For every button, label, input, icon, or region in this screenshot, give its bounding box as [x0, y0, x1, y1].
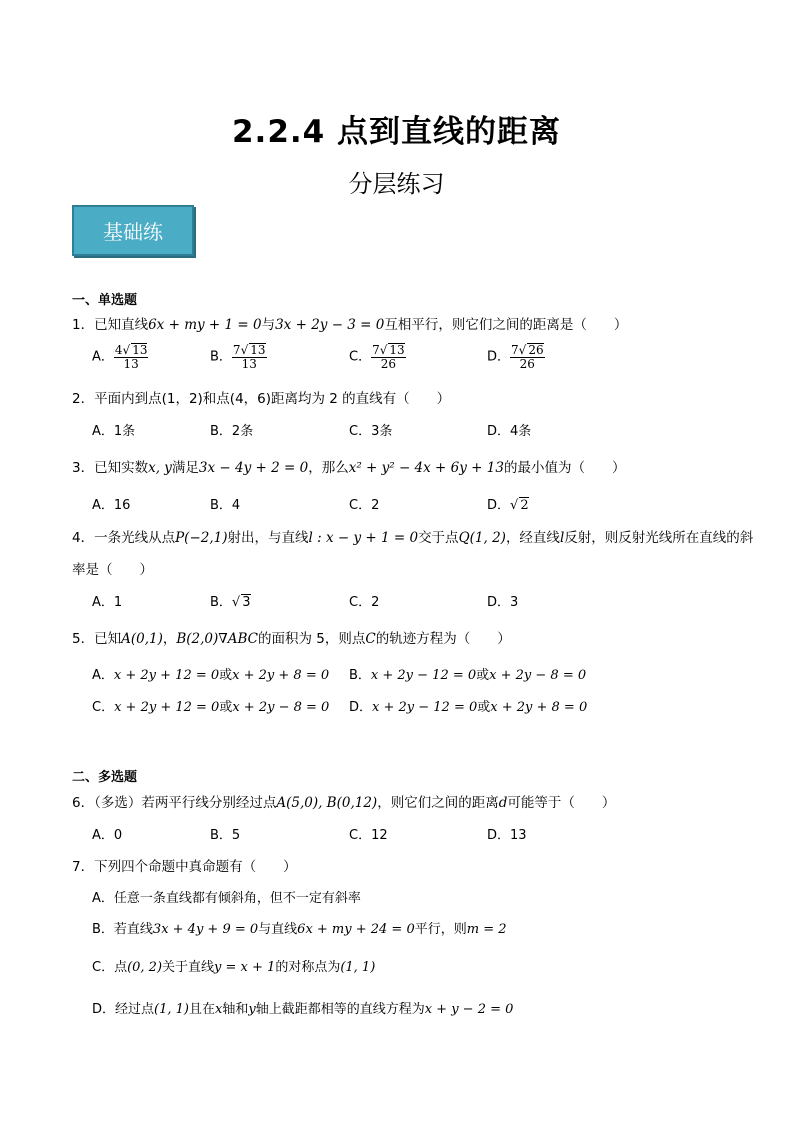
question-5-stem: 5．已知A(0,1)，B(2,0)∇ABC的面积为 5，则点C的轨迹方程为（ ）: [72, 631, 511, 647]
page-title: 2.2.4 点到直线的距离: [231, 114, 562, 150]
equation: 3x + 2y − 3 = 0: [275, 317, 385, 333]
q7-option-d[interactable]: D．经过点(1, 1)且在x轴和y轴上截距都相等的直线方程为x + y − 2 = 0: [92, 1002, 514, 1017]
question-4-stem: 4．一条光线从点P(−2,1)射出，与直线l : x − y + 1 = 0交于点Q(1, 2)，经直线l反射，则反射光线所在直线的斜: [72, 530, 754, 546]
q2-option-b[interactable]: B．2条: [210, 424, 254, 439]
q5-option-b[interactable]: B．x + 2y − 12 = 0或x + 2y − 8 = 0: [349, 668, 587, 683]
q4-option-a[interactable]: A．1: [92, 595, 123, 610]
page-subtitle: 分层练习: [348, 170, 445, 198]
question-2-stem: 2．平面内到点(1，2)和点(4，6)距离均为 2 的直线有（ ）: [72, 391, 451, 407]
q3-option-d[interactable]: D．√ 2: [487, 498, 529, 513]
question-4-stem-line2: 率是（ ）: [72, 562, 153, 578]
equation: 6x + my + 1 = 0: [148, 317, 262, 333]
q3-option-b[interactable]: B．4: [210, 498, 241, 513]
q4-option-b[interactable]: B．√ 3: [210, 595, 251, 610]
q2-option-d[interactable]: D．4条: [487, 424, 532, 439]
q5-option-d[interactable]: D．x + 2y − 12 = 0或x + 2y + 8 = 0: [349, 700, 588, 715]
q5-option-a[interactable]: A．x + 2y + 12 = 0或x + 2y + 8 = 0: [92, 668, 330, 683]
question-7-stem: 7．下列四个命题中真命题有（ ）: [72, 859, 297, 875]
q1-option-a[interactable]: A． $\frac{4√ 13}{13}$: [92, 343, 148, 371]
q7-option-a[interactable]: A．任意一条直线都有倾斜角，但不一定有斜率: [92, 891, 361, 906]
q1-option-b[interactable]: B． $\frac{7√ 13}{13}$: [210, 343, 266, 371]
q2-option-a[interactable]: A．1条: [92, 424, 136, 439]
section-heading-single-choice: 一、单选题: [72, 293, 138, 308]
q6-option-a[interactable]: A．0: [92, 828, 123, 843]
section-heading-multiple-choice: 二、多选题: [72, 770, 138, 785]
q1-option-c[interactable]: C． $\frac{7√ 13}{26}$: [349, 343, 405, 371]
q1-option-d[interactable]: D． $\frac{7√ 26}{26}$: [487, 343, 544, 371]
q6-option-d[interactable]: D．13: [487, 828, 527, 843]
q4-option-c[interactable]: C．2: [349, 595, 380, 610]
q7-option-c[interactable]: C．点(0, 2)关于直线y = x + 1的对称点为(1, 1): [92, 960, 376, 975]
question-1-stem: 1．已知直线6x + my + 1 = 0与3x + 2y − 3 = 0互相平行，则它们之间的距离是（ ）: [72, 317, 628, 333]
q4-option-d[interactable]: D．3: [487, 595, 519, 610]
q3-option-a[interactable]: A．16: [92, 498, 131, 513]
q2-option-c[interactable]: C．3条: [349, 424, 393, 439]
q6-option-c[interactable]: C．12: [349, 828, 388, 843]
q7-option-b[interactable]: B．若直线3x + 4y + 9 = 0与直线6x + my + 24 = 0平行，则m = 2: [92, 922, 507, 937]
level-badge: 基础练: [72, 205, 194, 256]
question-3-stem: 3．已知实数x, y满足3x − 4y + 2 = 0，那么x² + y² − 4x + 6y + 13的最小值为（ ）: [72, 460, 626, 476]
q6-option-b[interactable]: B．5: [210, 828, 241, 843]
q5-option-c[interactable]: C．x + 2y + 12 = 0或x + 2y − 8 = 0: [92, 700, 330, 715]
q3-option-c[interactable]: C．2: [349, 498, 380, 513]
question-6-stem: 6．（多选）若两平行线分别经过点A(5,0), B(0,12)，则它们之间的距离d可能等于（ ）: [72, 795, 616, 811]
